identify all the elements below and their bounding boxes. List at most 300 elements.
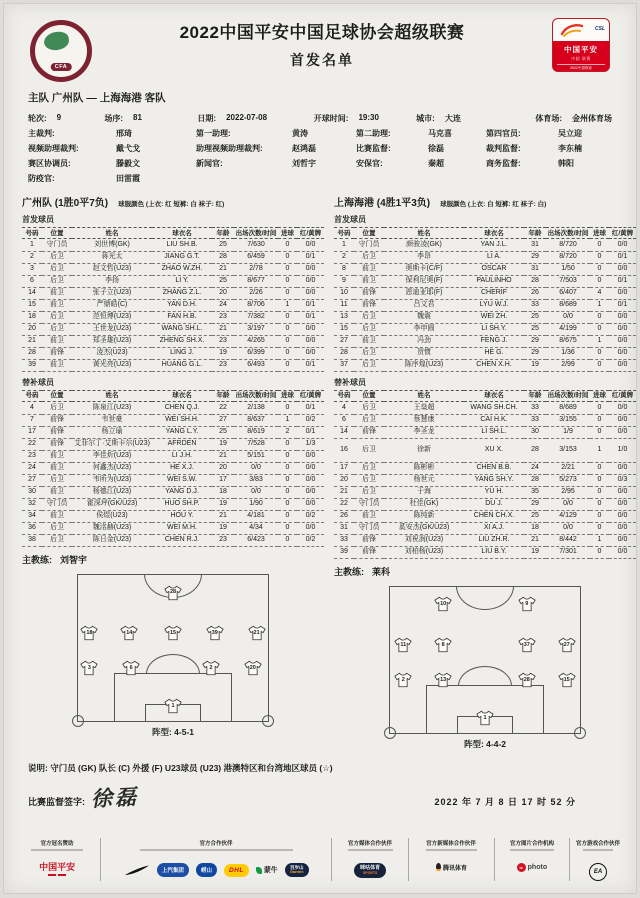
cell: 前卫: [354, 335, 384, 347]
cell: 前卫: [42, 335, 72, 347]
cell: 0: [278, 438, 297, 450]
table-row: [22, 359, 324, 371]
cell: 0/0: [609, 335, 636, 347]
cell: 杨德江(U23): [72, 486, 152, 498]
cell: LIU SH.B.: [152, 239, 212, 251]
cell: YAN D.H.: [152, 299, 212, 311]
cell: 号码: [334, 228, 354, 239]
cell: 贺惯: [384, 347, 464, 359]
info-value: 刘哲宇: [292, 159, 316, 168]
cell: 6: [22, 275, 42, 287]
cell: 39: [334, 546, 354, 558]
ic-photo-text: photo: [527, 863, 548, 871]
cell: 后卫: [354, 462, 384, 474]
cell: 后卫: [354, 402, 384, 414]
penguin-icon: [436, 863, 441, 871]
home-starting-body: [22, 239, 324, 372]
cell: 球衣名: [152, 228, 212, 239]
cell: 33: [524, 299, 546, 311]
sponsor-group-sublabel: [583, 849, 614, 851]
sponsor-group-sublabel: [140, 849, 292, 851]
pingan-logo-bars: [39, 874, 75, 876]
cell: 前锋: [42, 414, 72, 426]
info-label: 助理视频助理裁判:: [196, 144, 263, 153]
cell: 蔡慧康: [384, 414, 464, 426]
cell: 0/0: [609, 462, 636, 474]
cell: 0: [278, 335, 297, 347]
cell: 位置: [42, 390, 72, 401]
cell: 李昂: [384, 251, 464, 263]
pingan-logo-text: 中国平安: [39, 861, 76, 872]
cell: 16: [334, 438, 354, 462]
away-coach-name: 莱科: [372, 566, 391, 577]
cell: 0/0: [297, 263, 324, 275]
player-shirt-icon: 20: [244, 660, 262, 676]
info-value: 徐磊: [428, 144, 444, 153]
table-row: [22, 534, 324, 546]
info-value: 李东楠: [558, 144, 582, 153]
table-row: [334, 414, 636, 426]
home-pitch-diagram: [77, 574, 269, 722]
cell: 19: [524, 546, 546, 558]
cell: 28: [524, 275, 546, 287]
sponsor-group-label: 官方冠名赞助: [40, 841, 74, 847]
cfa-field-shape: [43, 30, 70, 51]
cell: 0/0: [609, 311, 636, 323]
cell: ZHANG Z.L.: [152, 287, 212, 299]
player-shirt-icon: 28: [164, 585, 182, 601]
table-row: [22, 486, 324, 498]
info-value: 韩阳: [558, 159, 574, 168]
cell: 姓名: [384, 390, 464, 401]
cell: 0/0: [609, 426, 636, 438]
away-starting-table: [334, 227, 636, 372]
info-row-3: [28, 143, 612, 154]
home-coach-name: 刘智宇: [60, 555, 88, 566]
away-subs-head: [334, 390, 636, 401]
table-row: [22, 299, 324, 311]
cell: 0/3: [609, 474, 636, 486]
info-label: 第一助理:: [196, 129, 231, 138]
cell: 0/0: [297, 323, 324, 335]
cell: 17: [334, 462, 354, 474]
cell: 0: [590, 510, 609, 522]
cell: 8/442: [546, 534, 590, 546]
home-starting-label: 首发球员: [22, 215, 54, 224]
cell: 23: [212, 335, 234, 347]
cell: 号码: [334, 390, 354, 401]
cell: 0/0: [609, 263, 636, 275]
info-pair: [197, 113, 313, 124]
info-value: 戴弋戈: [116, 144, 140, 153]
cell: 1/9: [546, 426, 590, 438]
home-kit-colors: 球服颜色 (上衣: 红 短裤: 白 袜子: 红): [118, 201, 225, 208]
cell: 0/2: [297, 534, 324, 546]
cell: 0/0: [609, 347, 636, 359]
cell: 20: [334, 474, 354, 486]
table-row: [334, 486, 636, 498]
cell: 0: [278, 522, 297, 534]
table-row: [334, 474, 636, 486]
cell: 0: [590, 263, 609, 275]
teams-area: [4, 184, 636, 750]
tencent-sports-text: 腾讯体育: [442, 865, 467, 872]
player-shirt-icon: 21: [248, 625, 266, 641]
sponsor-footer: [14, 838, 626, 881]
cell: 25: [524, 510, 546, 522]
info-pair: [356, 158, 486, 169]
cell: 23: [212, 311, 234, 323]
cell: 0: [590, 359, 609, 371]
cell: 1: [590, 534, 609, 546]
cell: 红/黄牌: [609, 228, 636, 239]
player-shirt-icon: 14: [120, 625, 138, 641]
table-row: [334, 546, 636, 558]
cell: 球衣名: [152, 390, 212, 401]
cell: XI A.J.: [464, 522, 524, 534]
table-row: [334, 239, 636, 251]
cell: FENG J.: [464, 335, 524, 347]
player-shirt-icon: 28: [518, 672, 536, 688]
cell: 1/36: [546, 347, 590, 359]
cell: 4/199: [546, 323, 590, 335]
cell: 6: [334, 414, 354, 426]
cell: 前卫: [42, 450, 72, 462]
cell: 后卫: [354, 359, 384, 371]
info-row-2: [28, 128, 612, 139]
cell: 后卫: [354, 414, 384, 426]
table-row: [22, 390, 324, 401]
cell: 22: [334, 498, 354, 510]
table-row: [22, 510, 324, 522]
cell: 15: [334, 323, 354, 335]
cell: 35: [524, 486, 546, 498]
sponsor-group-title: [14, 838, 100, 881]
cell: 0: [278, 251, 297, 263]
table-row: [22, 438, 324, 450]
info-label: 视频助理裁判:: [28, 144, 79, 153]
cell: 守门员: [354, 498, 384, 510]
cell: 出场次数/时间: [546, 228, 590, 239]
cell: 号码: [22, 390, 42, 401]
info-label: 新闻官:: [196, 159, 223, 168]
sponsor-group-label: 官方新媒体合作伙伴: [426, 841, 477, 847]
cell: 8/677: [234, 275, 278, 287]
table-row: [334, 498, 636, 510]
cell: 4/129: [546, 510, 590, 522]
sponsor-group-partners: [100, 838, 331, 881]
cell: 进球: [590, 390, 609, 401]
cell: 前锋: [42, 426, 72, 438]
cell: 后卫: [42, 323, 72, 335]
sponsor-group-media: [331, 838, 408, 881]
cell: 21: [212, 510, 234, 522]
mengniu-logo: [256, 865, 278, 875]
cell: 前卫: [354, 510, 384, 522]
table-row: [22, 263, 324, 275]
info-pair: [486, 143, 582, 154]
cell: 0: [278, 450, 297, 462]
cell: 0/0: [609, 414, 636, 426]
pitch-corner-arc: [574, 727, 586, 739]
coach-label: 主教练:: [22, 555, 52, 566]
csl-badge-strip: 2022中超联赛: [557, 64, 605, 71]
cell: 3/83: [234, 474, 278, 486]
cell: 红/黄牌: [609, 390, 636, 401]
sponsor-group-game: [569, 838, 626, 881]
info-pair: [486, 158, 574, 169]
cell: 后卫: [354, 323, 384, 335]
sponsor-group-label: 官方图片合作机构: [509, 841, 554, 847]
cell: 出场次数/时间: [234, 228, 278, 239]
lineup-sheet: [3, 3, 637, 894]
cell: FAN H.B.: [152, 311, 212, 323]
info-pair: [196, 158, 356, 169]
cell: 0: [278, 263, 297, 275]
player-shirt-icon: 2: [394, 672, 412, 688]
cell: 26: [524, 287, 546, 299]
cell: 后卫: [42, 263, 72, 275]
cell: 3/155: [546, 414, 590, 426]
cell: 前卫: [354, 275, 384, 287]
player-shirt-icon: 1: [476, 710, 494, 726]
cell: 年龄: [212, 390, 234, 401]
cell: 31: [524, 239, 546, 251]
cell: LING J.: [152, 347, 212, 359]
cell: 位置: [42, 228, 72, 239]
cell: 6/407: [546, 287, 590, 299]
info-pair: [28, 113, 104, 124]
table-row: [334, 275, 636, 287]
cell: 34: [22, 510, 42, 522]
cell: 后卫: [354, 474, 384, 486]
cell: 进球: [278, 390, 297, 401]
cell: LYU W.J.: [464, 299, 524, 311]
cell: XU X.: [464, 438, 524, 462]
cell: 陈纯新: [384, 510, 464, 522]
cell: 22: [212, 402, 234, 414]
table-row: [22, 522, 324, 534]
cell: 黄光亮(U23): [72, 359, 152, 371]
cell: 4/34: [234, 522, 278, 534]
cell: YANG SH.Y.: [464, 474, 524, 486]
cell: 杜佳(GK): [384, 498, 464, 510]
cell: YANG D.J.: [152, 486, 212, 498]
cell: LI SH.L.: [464, 426, 524, 438]
cell: 37: [334, 359, 354, 371]
cell: 7/503: [546, 275, 590, 287]
cell: 1: [590, 299, 609, 311]
info-pair: [356, 128, 486, 139]
cell: 0: [278, 534, 297, 546]
cell: LIU ZH.R.: [464, 534, 524, 546]
cell: 23: [212, 534, 234, 546]
table-row: [22, 335, 324, 347]
cell: 陈序煌(U23): [384, 359, 464, 371]
cell: 8/689: [546, 299, 590, 311]
cell: CHEN R.J.: [152, 534, 212, 546]
media-partner-logo: [354, 863, 386, 878]
cell: 前卫: [42, 299, 72, 311]
cell: 0: [278, 311, 297, 323]
player-shirt-icon: 8: [434, 637, 452, 653]
home-subs-table: [22, 390, 324, 547]
cell: 张子立(U23): [72, 287, 152, 299]
home-subs-head: [22, 390, 324, 401]
away-formation-label: 阵型: 4-4-2: [463, 738, 507, 749]
cell: 3: [22, 263, 42, 275]
player-shirt-icon: 1: [164, 698, 182, 714]
cell: 21: [212, 323, 234, 335]
cell: 2/138: [234, 402, 278, 414]
info-label: 轮次:: [28, 114, 47, 123]
table-row: [334, 522, 636, 534]
cell: 2: [22, 251, 42, 263]
home-subs-body: [22, 402, 324, 547]
cell: AFRDEN: [152, 438, 212, 450]
cell: 0: [590, 414, 609, 426]
cell: 后卫: [354, 438, 384, 462]
cell: 刘世博(GK): [72, 239, 152, 251]
cell: 0: [590, 486, 609, 498]
cell: ZHENG SH.X.: [152, 335, 212, 347]
cell: 王燊超: [384, 402, 464, 414]
player-shirt-icon: 37: [518, 637, 536, 653]
cell: 后卫: [354, 347, 384, 359]
cell: YAN J.L.: [464, 239, 524, 251]
cell: 28: [212, 251, 234, 263]
cell: 0/0: [297, 474, 324, 486]
csl-badge-brand: 中国平安: [564, 45, 598, 54]
player-shirt-icon: 39: [206, 625, 224, 641]
cell: 29: [524, 251, 546, 263]
ic-photo-logo: [517, 863, 547, 872]
cell: 0/0: [609, 546, 636, 558]
cell: 0: [278, 486, 297, 498]
cell: 0/0: [609, 486, 636, 498]
cell: 0: [590, 239, 609, 251]
cell: 1: [278, 414, 297, 426]
cell: HE G.: [464, 347, 524, 359]
cell: 前卫: [42, 359, 72, 371]
cell: JIANG G.T.: [152, 251, 212, 263]
cell: 21: [22, 335, 42, 347]
player-shirt-icon: 2: [202, 660, 220, 676]
cell: 0: [590, 347, 609, 359]
cell: 范恒博(U23): [72, 311, 152, 323]
cell: 后卫: [354, 251, 384, 263]
cell: 于海: [384, 486, 464, 498]
sponsor-group-label: 官方游戏合作伙伴: [575, 841, 621, 847]
cell: 前锋: [354, 534, 384, 546]
cell: 前锋: [354, 287, 384, 299]
cell: 0/0: [609, 498, 636, 510]
player-shirt-icon: 13: [434, 672, 452, 688]
cell: DU J.: [464, 498, 524, 510]
cell: 0/1: [297, 311, 324, 323]
cell: 守门员: [354, 522, 384, 534]
cell: 0: [278, 510, 297, 522]
table-row: [22, 311, 324, 323]
cell: 24: [212, 299, 234, 311]
info-label: 场序:: [104, 114, 123, 123]
cell: 33: [524, 402, 546, 414]
info-label: 第四官员:: [486, 129, 521, 138]
cell: 29: [524, 335, 546, 347]
cell: 38: [22, 534, 42, 546]
cell: 1: [334, 239, 354, 251]
pitch-corner-arc: [72, 715, 84, 727]
info-label: 防疫官:: [28, 174, 55, 183]
cell: 韦所为(U23): [72, 474, 152, 486]
cell: 1: [590, 438, 609, 462]
cell: 23: [212, 359, 234, 371]
cell: 0/1: [297, 251, 324, 263]
mengniu-leaf-icon: [256, 867, 262, 874]
ganten-logo-text: 百岁山: [289, 864, 304, 870]
cell: 刘柏杨(U23): [384, 546, 464, 558]
cell: 6/399: [234, 347, 278, 359]
cell: 0: [278, 462, 297, 474]
cell: 恩迪亚耶(F): [384, 287, 464, 299]
pitch-top-arc: [456, 586, 514, 610]
cell: 0: [278, 498, 297, 510]
cell: 0: [278, 347, 297, 359]
pitch-penalty-arc: [458, 666, 512, 686]
cell: 29: [524, 347, 546, 359]
cell: 徐新: [384, 438, 464, 462]
cell: 0/1: [297, 359, 324, 371]
csl-badge-sub: 中超·联赛: [571, 56, 591, 61]
cell: 陈彬彬: [384, 462, 464, 474]
cell: 25: [212, 239, 234, 251]
away-pitch-diagram: [389, 586, 581, 734]
supervisor-sign-label: 比赛监督签字:: [28, 796, 85, 807]
cell: 0/0: [609, 510, 636, 522]
cell: 0: [590, 462, 609, 474]
info-value: 81: [133, 113, 142, 122]
info-value: 大连: [444, 114, 461, 123]
cell: 0/0: [609, 287, 636, 299]
cell: 39: [22, 359, 42, 371]
cell: 26: [334, 510, 354, 522]
cell: 21: [212, 263, 234, 275]
cell: 0/0: [297, 486, 324, 498]
cell: 守门员: [42, 239, 72, 251]
csl-word: CSL: [595, 26, 605, 32]
cell: 17: [22, 426, 42, 438]
player-shirt-icon: 11: [394, 637, 412, 653]
cell: 0/0: [609, 359, 636, 371]
player-shirt-icon: 6: [122, 660, 140, 676]
cell: 33: [524, 414, 546, 426]
cell: LI J.H.: [152, 450, 212, 462]
table-row: [22, 287, 324, 299]
cell: 27: [22, 474, 42, 486]
cell: 前锋: [42, 347, 72, 359]
cell: 11: [334, 299, 354, 311]
cell: 0/0: [234, 462, 278, 474]
cell: 奥斯卡(C/F): [384, 263, 464, 275]
cell: 0: [590, 522, 609, 534]
cell: 0: [590, 474, 609, 486]
sponsor-group-sublabel: [510, 849, 554, 851]
dhl-logo: DHL: [224, 864, 249, 877]
info-pair: [196, 143, 356, 154]
cell: 2: [278, 426, 297, 438]
cell: 32: [22, 498, 42, 510]
info-value: 邢琦: [116, 129, 132, 138]
